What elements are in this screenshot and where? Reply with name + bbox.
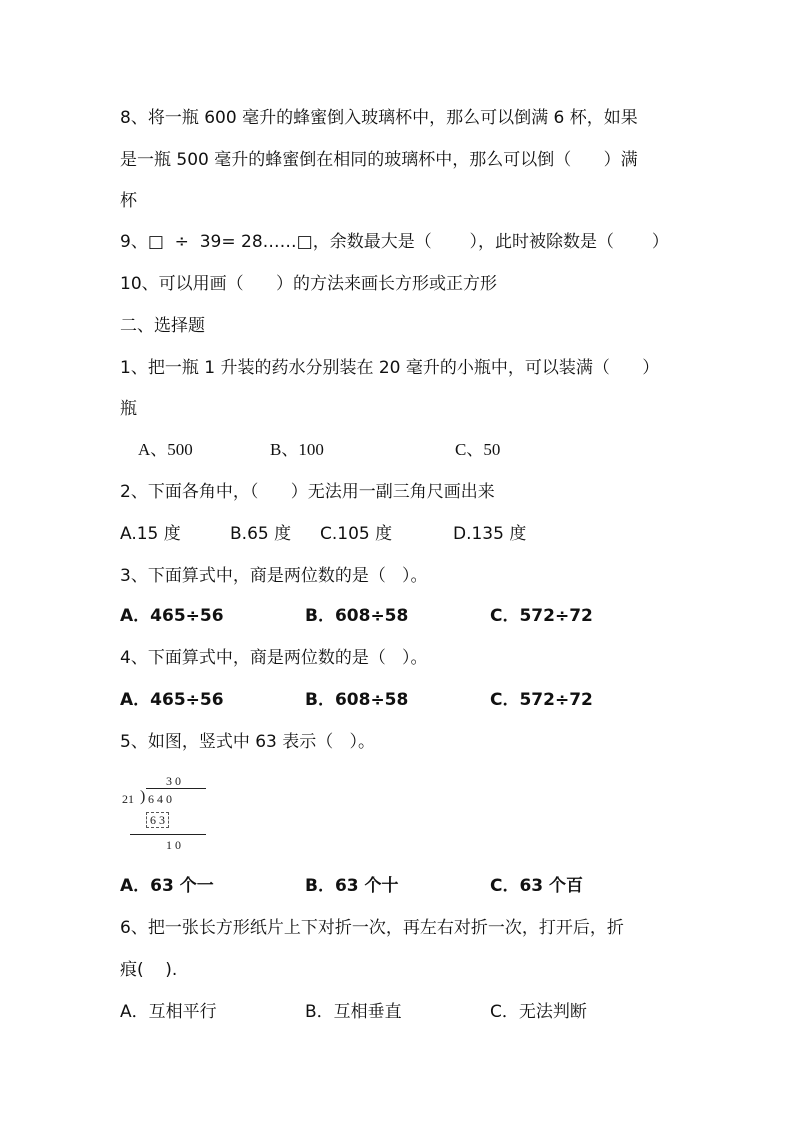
c3-option-a: A．465÷56 <box>120 606 224 626</box>
division-bracket: ) <box>140 788 146 805</box>
c5-option-b: B．63 个十 <box>305 876 399 896</box>
c1-option-b: B、100 <box>270 440 324 459</box>
c3-option-c: C．572÷72 <box>490 606 593 626</box>
c2-option-c: C.105 度 <box>320 524 393 544</box>
division-remainder: 1 0 <box>166 838 181 852</box>
q9-line: 9、□ ÷ 39= 28……□，余数最大是（ ），此时被除数是（ ） <box>120 232 669 252</box>
c5-option-a: A．63 个一 <box>120 876 214 896</box>
c2-line: 2、下面各角中，（ ）无法用一副三角尺画出来 <box>120 482 495 502</box>
c6-option-c: C．无法判断 <box>490 1002 587 1022</box>
c1-line-2: 瓶 <box>120 399 137 419</box>
c6-option-a: A．互相平行 <box>120 1002 217 1022</box>
c4-option-b: B．608÷58 <box>305 690 409 710</box>
c1-option-a: A、500 <box>138 440 193 459</box>
c3-option-b: B．608÷58 <box>305 606 409 626</box>
c6-line-2: 痕( ). <box>120 960 178 980</box>
division-quotient: 3 0 <box>166 774 181 788</box>
c4-option-a: A．465÷56 <box>120 690 224 710</box>
q10-line: 10、可以用画（ ）的方法来画长方形或正方形 <box>120 274 498 294</box>
long-division-figure <box>116 770 216 860</box>
q8-line-2: 是一瓶 500 毫升的蜂蜜倒在相同的玻璃杯中，那么可以倒（ ）满 <box>120 150 638 170</box>
q8-line-3: 杯 <box>120 191 137 211</box>
c2-option-a: A.15 度 <box>120 524 181 544</box>
division-bar <box>146 788 206 789</box>
c5-option-c: C．63 个百 <box>490 876 584 896</box>
c1-line-1: 1、把一瓶 1 升装的药水分别装在 20 毫升的小瓶中，可以装满（ ） <box>120 358 660 378</box>
c1-option-c: C、50 <box>455 440 501 459</box>
division-divisor: 21 <box>122 792 134 806</box>
q8-line-1: 8、将一瓶 600 毫升的蜂蜜倒入玻璃杯中，那么可以倒满 6 杯，如果 <box>120 108 638 128</box>
c4-option-c: C．572÷72 <box>490 690 593 710</box>
section-heading-choice: 二、选择题 <box>120 316 205 336</box>
c5-line: 5、如图，竖式中 63 表示（ ）。 <box>120 732 375 752</box>
c6-line-1: 6、把一张长方形纸片上下对折一次，再左右对折一次，打开后，折 <box>120 918 624 938</box>
c4-line: 4、下面算式中，商是两位数的是（ ）。 <box>120 648 428 668</box>
division-dividend: 6 4 0 <box>148 792 172 806</box>
c2-option-b: B.65 度 <box>230 524 292 544</box>
c2-option-d: D.135 度 <box>453 524 527 544</box>
division-partial-product: 6 3 <box>146 812 169 828</box>
division-subtract-line <box>130 834 206 835</box>
c3-line: 3、下面算式中，商是两位数的是（ ）。 <box>120 566 428 586</box>
c6-option-b: B．互相垂直 <box>305 1002 402 1022</box>
